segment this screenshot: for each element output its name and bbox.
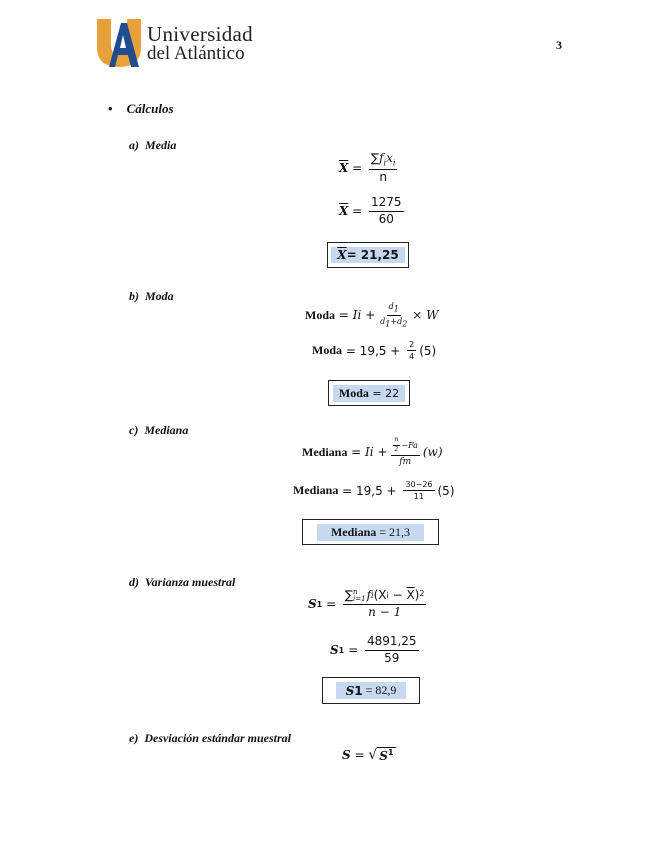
minus-sign: − <box>388 588 407 603</box>
sub-tail: (5) <box>437 483 455 498</box>
result-value: = 21,25 <box>346 248 399 262</box>
page-number: 3 <box>556 38 562 52</box>
denominator: 2 <box>394 445 399 453</box>
media-sub-fraction <box>369 196 404 227</box>
paren-open: (X <box>373 588 387 603</box>
mediana-label: Mediana <box>293 483 339 498</box>
result-value: = 21,3 <box>376 524 411 539</box>
var-I: I <box>365 445 370 460</box>
varianza-substitution: S 1 = $\frac{4891,25}{59}$ <box>330 634 417 665</box>
result-value: = 22 <box>368 386 400 400</box>
mediana-label: Mediana <box>302 444 348 459</box>
heading-desviacion: e) Desviación estándar muestral <box>129 731 291 745</box>
numerator: 2 <box>407 340 416 351</box>
mediana-formula-fraction <box>391 437 420 467</box>
mediana-formula: Mediana = I i + $\frac{n}{2}$ −Fa fm (w) <box>302 436 443 467</box>
numerator: n <box>393 437 401 446</box>
denominator: fm <box>399 456 412 467</box>
paren-close: ) <box>414 588 420 603</box>
exponent: 2 <box>419 589 425 598</box>
var-I: I <box>352 308 358 323</box>
denominator: 59 <box>384 650 400 665</box>
var-f: f <box>379 151 384 165</box>
sub-tail: (5) <box>419 343 437 358</box>
media-result-box <box>327 242 409 268</box>
var-f: f <box>366 588 372 603</box>
media-formula-fraction <box>369 152 397 184</box>
desviacion-formula <box>342 747 396 763</box>
bullet-icon: • <box>108 101 113 116</box>
moda-formula-fraction <box>378 302 409 329</box>
sum-lower: i=1 <box>353 595 366 603</box>
numerator: 4891,25 <box>365 635 419 651</box>
moda-sub-fraction <box>407 340 416 361</box>
sub-1: 1 <box>393 304 399 314</box>
mediana-substitution <box>293 480 455 501</box>
sub-lead: = 19,5 + <box>342 343 405 358</box>
sub-lead: = 19,5 + <box>338 483 401 498</box>
equals-sign: = <box>350 748 369 762</box>
sub-i: i <box>392 158 396 168</box>
logo-text-universidad: Universidad <box>147 22 253 46</box>
moda-result-box <box>328 380 410 406</box>
denominator: 4 <box>409 352 415 362</box>
university-logo <box>95 17 255 69</box>
heading-mediana: c) Mediana <box>129 423 189 437</box>
heading-media: a) Media <box>129 138 177 152</box>
sub-i: i <box>369 445 374 460</box>
equals-sign: = <box>335 308 353 323</box>
media-result <box>331 247 405 263</box>
inner-fraction <box>393 437 401 454</box>
denominator: n − 1 <box>368 605 402 619</box>
media-formula: $\overline{X}$ = $\frac{\sum f_ix_i}{n}$ <box>339 151 396 184</box>
var-xbar: $\overline{X}$ <box>406 588 415 603</box>
var-x: x <box>386 151 393 165</box>
result-lhs: $\overline{X}$ <box>337 248 347 262</box>
university-logo-icon <box>95 17 145 69</box>
var-S: S <box>379 749 388 763</box>
var-d2: d <box>397 316 403 326</box>
media-substitution: $\overline{X}$ = $\frac{1275}{60}$ <box>339 195 402 226</box>
equals-sign: = <box>347 445 366 460</box>
sub-i: i <box>386 591 389 601</box>
exponent: 1 <box>387 748 394 757</box>
heading-varianza: d) Varianza muestral <box>129 575 236 589</box>
sum-symbol: ∑ <box>344 588 354 603</box>
var-d1: d <box>388 302 394 311</box>
varianza-sub-fraction <box>365 635 419 666</box>
var-S: S <box>345 683 355 698</box>
denominator: 60 <box>378 211 394 226</box>
section-title <box>108 101 174 117</box>
varianza-formula-fraction <box>343 589 427 620</box>
result-label: Moda <box>338 385 369 400</box>
var-S: S <box>308 597 317 612</box>
denominator: 11 <box>413 492 425 502</box>
moda-substitution <box>312 340 436 361</box>
numerator-rest: −Fa <box>401 440 418 450</box>
moda-result <box>333 385 405 402</box>
varianza-result <box>336 682 407 699</box>
sub-i: i <box>371 591 374 601</box>
formula-tail: × W <box>412 308 439 323</box>
sqrt-icon: √ <box>368 747 378 763</box>
exponent: 1 <box>354 683 363 698</box>
mediana-result-box <box>302 519 439 545</box>
formula-tail: (w) <box>422 445 443 460</box>
sub-i: i <box>357 308 362 323</box>
moda-label: Moda <box>305 307 335 322</box>
sub-i: i <box>383 158 387 168</box>
moda-label: Moda <box>312 343 342 358</box>
varianza-formula: S 1 = ∑ n i=1 f i (X i − $\overline{X}$ ) 2 n − 1 <box>308 588 425 619</box>
sum-upper: n <box>353 588 358 596</box>
logo-text-del-atlantico: del Atlántico <box>147 43 245 64</box>
section-title-text: Cálculos <box>126 101 174 116</box>
numerator: 1275 <box>369 196 404 212</box>
exponent: 1 <box>316 599 323 609</box>
mediana-sub-fraction <box>403 480 434 501</box>
denominator: n <box>379 169 388 184</box>
mediana-result <box>317 524 424 541</box>
plus-sign: + <box>390 316 398 326</box>
result-label: Mediana <box>330 524 377 539</box>
varianza-result-box <box>322 677 420 704</box>
sub-1: 1 <box>385 319 391 329</box>
var-d1: d <box>380 316 386 326</box>
var-S: S <box>342 748 351 762</box>
result-value: = 82,9 <box>362 683 397 697</box>
heading-moda: b) Moda <box>129 289 174 303</box>
numerator: 30−26 <box>403 480 434 491</box>
sum-symbol: ∑ <box>371 151 380 165</box>
media-formula-lhs: $\overline{X}$ <box>339 161 349 176</box>
moda-formula: Moda = I i + $\frac{d_1}{d_1+d_2}$ × W <box>305 302 439 329</box>
sub-2: 2 <box>402 319 408 329</box>
radicand <box>377 747 395 763</box>
